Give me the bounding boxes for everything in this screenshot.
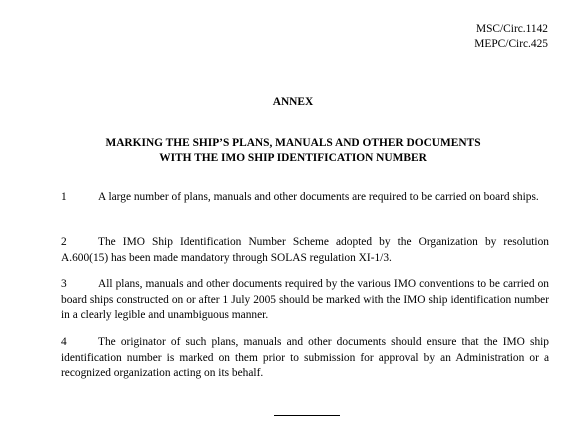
annex-heading: ANNEX <box>272 96 314 108</box>
paragraph-3 <box>61 277 549 324</box>
title-line-1: MARKING THE SHIP’S PLANS, MANUALS AND OTHER DOCUMENTS <box>105 137 481 149</box>
reference-msc-circ: MSC/Circ.1142 <box>475 23 548 35</box>
paragraph-text: The originator of such plans, manuals and other documents should ensure that the IMO ship identification number is marked on them prior to submission for approval by an Administration or a recognized organization acting on its behalf. <box>61 336 549 379</box>
paragraph-text: A large number of plans, manuals and other documents are required to be carried on board ships. <box>98 191 539 203</box>
paragraph-number: 4 <box>61 336 67 348</box>
end-of-document-rule <box>274 415 340 416</box>
paragraph-text: All plans, manuals and other documents required by the various IMO conventions to be carried on board ships constructed on or after 1 July 2005 should be marked with the IMO ship identification number in a clearly legible and unambiguous manner. <box>61 278 549 321</box>
document-reference <box>474 22 548 52</box>
document-title <box>0 136 586 165</box>
paragraph-text: The IMO Ship Identification Number Scheme adopted by the Organization by resolution A.600(15) has been made mandatory through SOLAS regulation XI-1/3. <box>61 236 549 264</box>
paragraph-2 <box>61 235 549 266</box>
title-line-2: WITH THE IMO SHIP IDENTIFICATION NUMBER <box>159 151 427 164</box>
paragraph-4 <box>61 335 549 382</box>
paragraph-number: 2 <box>61 236 67 248</box>
reference-mepc-circ: MEPC/Circ.425 <box>474 38 548 50</box>
paragraph-number: 1 <box>61 191 67 203</box>
paragraph-1 <box>61 190 549 206</box>
paragraph-number: 3 <box>61 278 67 290</box>
